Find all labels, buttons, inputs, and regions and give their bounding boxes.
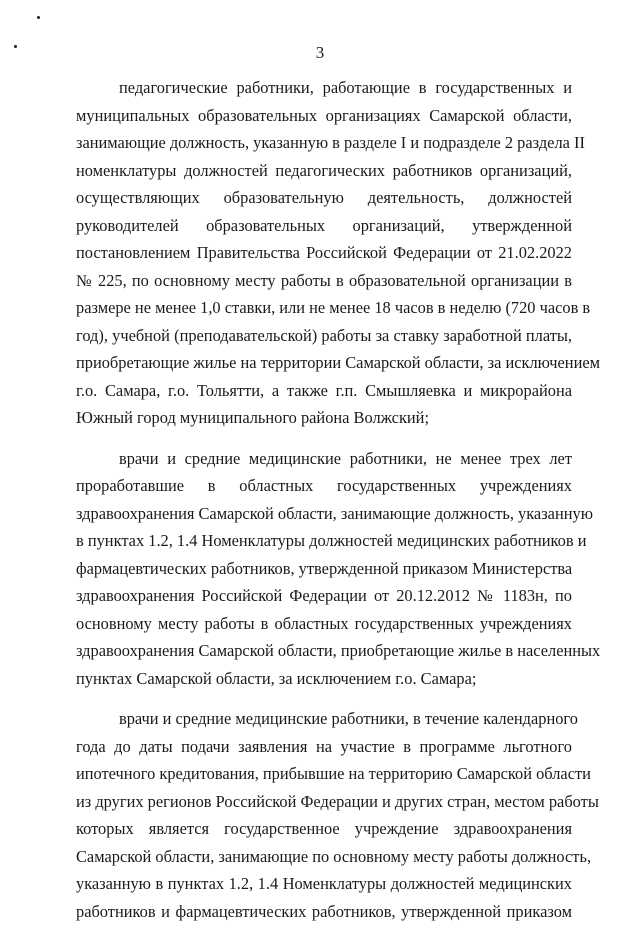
text-line: муниципальных образовательных организациях Самарской области,	[76, 105, 572, 125]
paragraph-doctors-experienced	[76, 445, 601, 693]
text-line: врачи и средние медицинские работники, в течение календарного	[119, 709, 578, 728]
text-line: руководителей образовательных организаций, утвержденной	[76, 215, 572, 235]
text-line: осуществляющих образовательную деятельность, должностей	[76, 188, 572, 207]
text-line: Самарской области, занимающие по основному месту работы должность,	[76, 846, 592, 866]
text-line: ипотечного кредитования, прибывшие на территорию Самарской области	[76, 764, 591, 783]
text-line: указанную в пунктах 1.2, 1.4 Номенклатуры должностей медицинских	[76, 874, 572, 893]
text-line: в пунктах 1.2, 1.4 Номенклатуры должностей медицинских работников и	[76, 531, 587, 550]
text-line: г.о. Самара, г.о. Тольятти, а также г.п. Смышляевка и микрорайона	[76, 380, 572, 400]
text-line: Южный город муниципального района Волжский;	[76, 408, 429, 427]
text-line: номенклатуры должностей педагогических работников организаций,	[76, 160, 572, 180]
text-line: год), учебной (преподавательской) работы за ставку заработной платы,	[76, 325, 572, 345]
document-body	[76, 74, 601, 938]
text-line: постановлением Правительства Российской Федерации от 21.02.2022	[76, 243, 572, 262]
text-line: здравоохранения Российской Федерации от 20.12.2012 № 1183н, по	[76, 586, 572, 605]
paragraph-teachers	[76, 74, 600, 432]
text-line: размере не менее 1,0 ставки, или не менее 18 часов в неделю (720 часов в	[76, 298, 591, 317]
text-line: которых является государственное учреждение здравоохранения	[76, 819, 572, 838]
page-number: 3	[315, 43, 325, 62]
text-line: пунктах Самарской области, за исключением г.о. Самара;	[76, 668, 477, 688]
text-line: основному месту работы в областных государственных учреждениях	[76, 613, 572, 633]
text-line: врачи и средние медицинские работники, не менее трех лет	[119, 448, 572, 468]
text-line: проработавшие в областных государственных учреждениях	[76, 476, 572, 495]
text-line: из других регионов Российской Федерации и других стран, местом работы	[76, 791, 599, 811]
text-line: здравоохранения Самарской области, приобретающие жилье в населенных	[76, 641, 601, 660]
text-line: года до даты подачи заявления на участие в программе льготного	[76, 736, 572, 756]
scan-speck	[37, 16, 40, 19]
text-line: № 225, по основному месту работы в образовательной организации в	[76, 270, 572, 290]
text-line: занимающие должность, указанную в разделе I и подразделе 2 раздела II	[76, 133, 585, 152]
text-line: приобретающие жилье на территории Самарской области, за исключением	[76, 353, 600, 372]
paragraph-doctors-arrived	[76, 705, 599, 925]
text-line: педагогические работники, работающие в государственных и	[119, 78, 572, 97]
text-line: фармацевтических работников, утвержденной приказом Министерства	[76, 558, 573, 578]
text-line: здравоохранения Самарской области, занимающие должность, указанную	[76, 503, 593, 523]
text-line: работников и фармацевтических работников, утвержденной приказом	[76, 901, 572, 921]
